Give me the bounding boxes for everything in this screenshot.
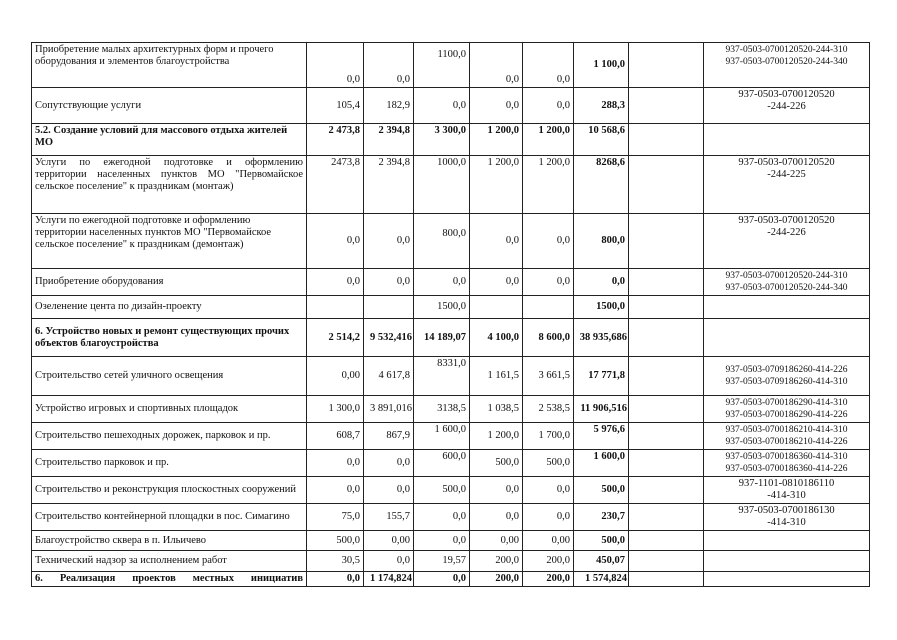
value-cell: 1 200,0 [470, 124, 523, 156]
budget-code: 937-0503-0700186360-414-310 [725, 452, 848, 462]
value-cell: 0,0 [364, 269, 414, 296]
empty-cell [629, 450, 704, 477]
section-row [32, 319, 870, 357]
value-cell: 800,0 [414, 214, 470, 269]
total-cell: 8268,6 [574, 156, 629, 214]
empty-cell [629, 477, 704, 504]
table-row [32, 551, 870, 572]
value-cell: 3138,5 [414, 396, 470, 423]
budget-code: 937-1101-0810186110 [738, 478, 835, 489]
value-cell: 500,0 [470, 450, 523, 477]
value-cell: 2 473,8 [307, 124, 364, 156]
total-cell: 1 100,0 [574, 43, 629, 88]
budget-code: 937-0503-0700120520-244-310 [725, 45, 848, 55]
value-cell: 1 200,0 [523, 156, 574, 214]
value-cell: 155,7 [364, 504, 414, 531]
row-name: Услуги по ежегодной подготовке и оформлению территории населенных пунктов МО "Первомайское сельское поселение" к праздникам (демонтаж) [32, 214, 307, 269]
empty-cell [629, 504, 704, 531]
row-name: Строительство и реконструкция плоскостных сооружений [32, 477, 307, 504]
empty-cell [704, 572, 870, 587]
value-cell: 1 200,0 [523, 124, 574, 156]
empty-cell [629, 572, 704, 587]
total-cell: 288,3 [574, 88, 629, 124]
total-cell: 38 935,686 [574, 319, 629, 357]
total-cell: 450,07 [574, 551, 629, 572]
value-cell: 2 394,8 [364, 156, 414, 214]
value-cell: 0,0 [307, 269, 364, 296]
table-row [32, 531, 870, 551]
value-cell: 500,0 [414, 477, 470, 504]
budget-code: 937-0503-0709186260-414-226 [725, 365, 848, 375]
table-row [32, 357, 870, 396]
value-cell: 867,9 [364, 423, 414, 450]
empty-cell [629, 156, 704, 214]
budget-code: 937-0503-0700120520-244-340 [725, 57, 848, 67]
value-cell: 0,00 [523, 531, 574, 551]
empty-cell [629, 551, 704, 572]
value-cell: 0,0 [523, 88, 574, 124]
empty-cell [704, 319, 870, 357]
budget-code: 937-0503-0709186260-414-310 [725, 377, 848, 387]
value-cell: 182,9 [364, 88, 414, 124]
value-cell: 1 300,0 [307, 396, 364, 423]
budget-code: 937-0503-0700186130 [738, 505, 835, 516]
budget-code: 937-0503-0700186290-414-310 [725, 398, 848, 408]
value-cell: 1500,0 [414, 296, 470, 319]
total-cell: 1500,0 [574, 296, 629, 319]
row-name: Благоустройство сквера в п. Ильичево [32, 531, 307, 551]
value-cell: 0,0 [414, 531, 470, 551]
table-row [32, 88, 870, 124]
value-cell: 30,5 [307, 551, 364, 572]
value-cell: 1 200,0 [470, 423, 523, 450]
value-cell [364, 296, 414, 319]
section-row [32, 124, 870, 156]
value-cell: 2 514,2 [307, 319, 364, 357]
value-cell [307, 296, 364, 319]
budget-code-cell [704, 214, 870, 269]
budget-code-cell [704, 43, 870, 88]
value-cell: 9 532,416 [364, 319, 414, 357]
value-cell: 75,0 [307, 504, 364, 531]
table-row [32, 477, 870, 504]
budget-code-cell [704, 477, 870, 504]
value-cell: 500,0 [523, 450, 574, 477]
value-cell: 1 161,5 [470, 357, 523, 396]
empty-cell [629, 214, 704, 269]
budget-code: 937-0503-0700120520 [738, 215, 835, 226]
value-cell: 0,0 [470, 504, 523, 531]
value-cell: 105,4 [307, 88, 364, 124]
value-cell: 0,0 [470, 43, 523, 88]
value-cell: 3 661,5 [523, 357, 574, 396]
value-cell: 0,0 [307, 477, 364, 504]
table-row [32, 423, 870, 450]
value-cell: 0,0 [414, 572, 470, 587]
value-cell: 19,57 [414, 551, 470, 572]
value-cell: 0,0 [414, 88, 470, 124]
empty-cell [704, 551, 870, 572]
value-cell: 0,0 [523, 504, 574, 531]
row-name: Приобретение малых архитектурных форм и прочего оборудования и элементов благоустройства [32, 43, 307, 88]
table-row [32, 396, 870, 423]
value-cell: 0,0 [414, 269, 470, 296]
value-cell: 0,0 [523, 43, 574, 88]
value-cell: 1 600,0 [414, 423, 470, 450]
section-title: 5.2. Создание условий для массового отдыха жителей МО [32, 124, 307, 156]
total-cell: 1 600,0 [574, 450, 629, 477]
empty-cell [629, 531, 704, 551]
budget-code-cell [704, 269, 870, 296]
table-row [32, 450, 870, 477]
value-cell: 0,0 [307, 214, 364, 269]
row-name: Технический надзор за исполнением работ [32, 551, 307, 572]
value-cell: 0,00 [364, 531, 414, 551]
value-cell: 4 100,0 [470, 319, 523, 357]
value-cell: 200,0 [523, 551, 574, 572]
budget-table [31, 42, 870, 587]
table-row [32, 156, 870, 214]
empty-cell [629, 269, 704, 296]
value-cell: 2 394,8 [364, 124, 414, 156]
value-cell: 0,0 [523, 269, 574, 296]
table-row [32, 43, 870, 88]
value-cell: 1000,0 [414, 156, 470, 214]
budget-code: 937-0503-0700186210-414-226 [725, 437, 848, 447]
row-name: Сопутствующие услуги [32, 88, 307, 124]
budget-code: 937-0503-0700120520 [738, 89, 835, 100]
row-name: Строительство сетей уличного освещения [32, 357, 307, 396]
row-name: Услуги по ежегодной подготовке и оформлению территории населенных пунктов МО "Первомайское сельское поселение" к праздникам (монтаж) [32, 156, 307, 214]
table-row [32, 504, 870, 531]
empty-cell [629, 423, 704, 450]
budget-code-cell [704, 156, 870, 214]
value-cell: 0,0 [470, 269, 523, 296]
budget-code: 937-0503-0700186360-414-226 [725, 464, 848, 474]
total-cell: 11 906,516 [574, 396, 629, 423]
budget-code: -244-226 [767, 227, 806, 238]
value-cell: 200,0 [470, 551, 523, 572]
budget-code-cell [704, 423, 870, 450]
budget-code-cell [704, 504, 870, 531]
total-cell: 500,0 [574, 477, 629, 504]
value-cell [523, 296, 574, 319]
budget-code: -414-310 [767, 490, 806, 501]
total-cell: 1 574,824 [574, 572, 629, 587]
empty-cell [704, 296, 870, 319]
value-cell: 608,7 [307, 423, 364, 450]
value-cell: 1 174,824 [364, 572, 414, 587]
total-cell: 500,0 [574, 531, 629, 551]
value-cell: 0,0 [414, 504, 470, 531]
value-cell: 0,0 [523, 214, 574, 269]
value-cell: 14 189,07 [414, 319, 470, 357]
value-cell: 600,0 [414, 450, 470, 477]
value-cell: 0,0 [364, 551, 414, 572]
empty-cell [704, 124, 870, 156]
value-cell: 1 700,0 [523, 423, 574, 450]
value-cell: 500,0 [307, 531, 364, 551]
value-cell: 1100,0 [414, 43, 470, 88]
row-name: Строительство парковок и пр. [32, 450, 307, 477]
value-cell: 8 600,0 [523, 319, 574, 357]
budget-code: -414-310 [767, 517, 806, 528]
value-cell: 0,0 [470, 88, 523, 124]
value-cell: 8331,0 [414, 357, 470, 396]
section-title: 6. Устройство новых и ремонт существующих прочих объектов благоустройства [32, 319, 307, 357]
value-cell: 0,0 [307, 450, 364, 477]
value-cell: 0,0 [470, 477, 523, 504]
total-cell: 5 976,6 [574, 423, 629, 450]
budget-code: 937-0503-0700186290-414-226 [725, 410, 848, 420]
value-cell: 0,0 [364, 43, 414, 88]
value-cell [470, 296, 523, 319]
row-name: Озеленение цента по дизайн-проекту [32, 296, 307, 319]
empty-cell [629, 88, 704, 124]
value-cell: 200,0 [470, 572, 523, 587]
total-cell: 800,0 [574, 214, 629, 269]
budget-code: 937-0503-0700120520 [738, 157, 835, 168]
value-cell: 0,0 [307, 43, 364, 88]
value-cell: 2473,8 [307, 156, 364, 214]
row-name: Устройство игровых и спортивных площадок [32, 396, 307, 423]
value-cell: 0,00 [307, 357, 364, 396]
value-cell: 1 200,0 [470, 156, 523, 214]
budget-code-cell [704, 396, 870, 423]
empty-cell [629, 43, 704, 88]
table-row [32, 296, 870, 319]
total-cell: 10 568,6 [574, 124, 629, 156]
row-name: Приобретение оборудования [32, 269, 307, 296]
budget-code: 937-0503-0700120520-244-310 [725, 271, 848, 281]
budget-code-cell [704, 450, 870, 477]
budget-code: 937-0503-0700186210-414-310 [725, 425, 848, 435]
total-cell: 17 771,8 [574, 357, 629, 396]
value-cell: 1 038,5 [470, 396, 523, 423]
budget-code-cell [704, 357, 870, 396]
table-row [32, 214, 870, 269]
row-name: Строительство контейнерной площадки в пос. Симагино [32, 504, 307, 531]
value-cell: 0,0 [364, 477, 414, 504]
total-cell: 230,7 [574, 504, 629, 531]
budget-code: 937-0503-0700120520-244-340 [725, 283, 848, 293]
value-cell: 0,0 [364, 214, 414, 269]
value-cell: 3 891,016 [364, 396, 414, 423]
total-cell: 0,0 [574, 269, 629, 296]
value-cell: 3 300,0 [414, 124, 470, 156]
empty-cell [629, 319, 704, 357]
value-cell: 0,0 [470, 214, 523, 269]
row-name: Строительство пешеходных дорожек, парковок и пр. [32, 423, 307, 450]
section-row [32, 572, 870, 587]
empty-cell [629, 357, 704, 396]
budget-code: -244-226 [767, 101, 806, 112]
section-title: 6. Реализация проектов местных инициатив [32, 572, 307, 587]
value-cell: 0,0 [364, 450, 414, 477]
value-cell: 0,00 [470, 531, 523, 551]
table-row [32, 269, 870, 296]
value-cell: 4 617,8 [364, 357, 414, 396]
empty-cell [629, 124, 704, 156]
empty-cell [629, 296, 704, 319]
value-cell: 200,0 [523, 572, 574, 587]
empty-cell [704, 531, 870, 551]
budget-code: -244-225 [767, 169, 806, 180]
budget-code-cell [704, 88, 870, 124]
value-cell: 2 538,5 [523, 396, 574, 423]
value-cell: 0,0 [307, 572, 364, 587]
empty-cell [629, 396, 704, 423]
value-cell: 0,0 [523, 477, 574, 504]
